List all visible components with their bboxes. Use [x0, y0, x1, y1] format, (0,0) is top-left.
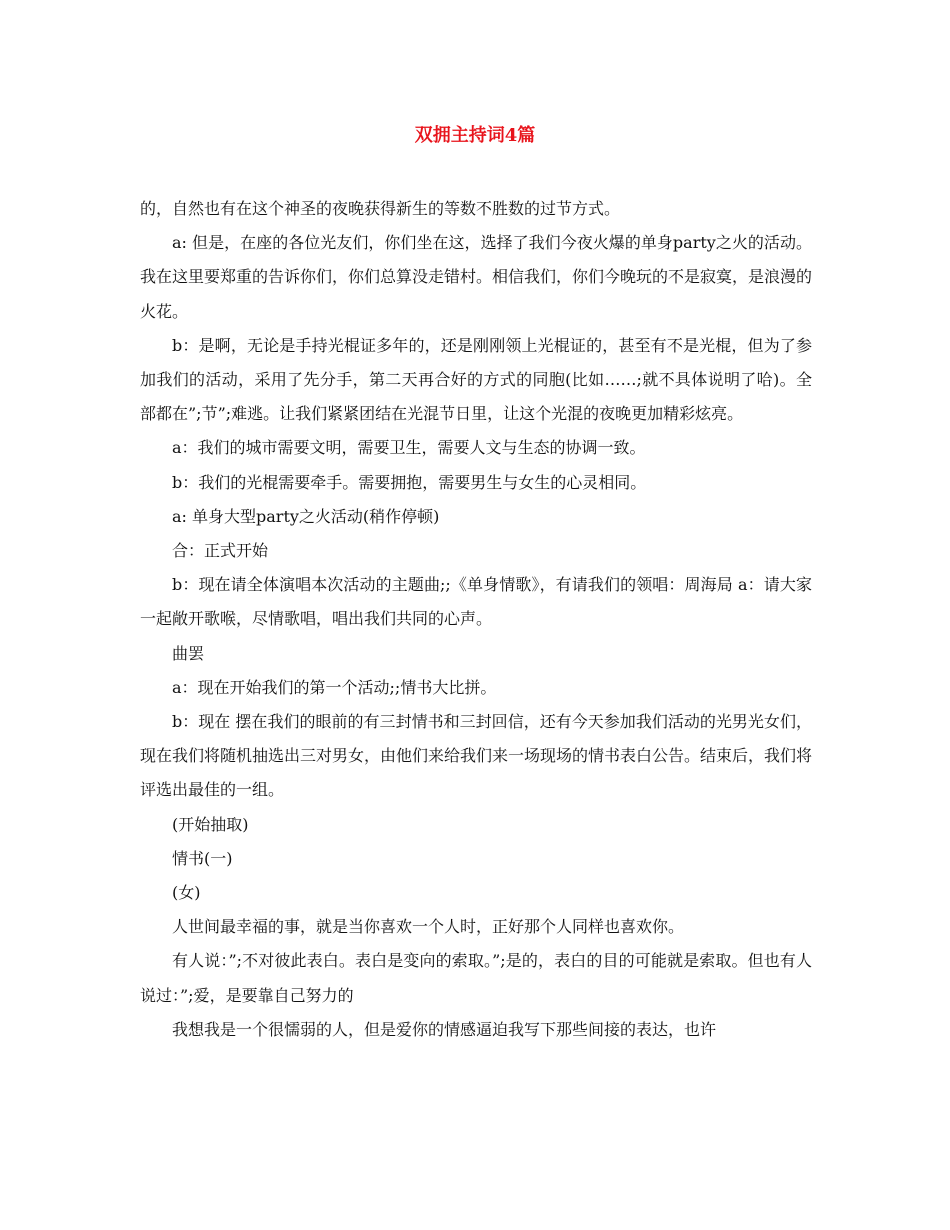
paragraph: a: 但是，在座的各位光友们，你们坐在这，选择了我们今夜火爆的单身party之火的活动。我在这里要郑重的告诉你们，你们总算没走错村。相信我们，你们今晚玩的不是寂寞，是浪漫的火花。: [140, 233, 813, 321]
document-body: [140, 192, 812, 1047]
paragraph: (女): [172, 883, 201, 903]
paragraph: b：现在 摆在我们的眼前的有三封情书和三封回信，还有今天参加我们活动的光男光女们，现在我们将随机抽选出三对男女，由他们来给我们来一场现场的情书表白公告。结束后，我们将评选出最佳的一组。: [140, 712, 813, 800]
paragraph: 曲罢: [172, 643, 205, 663]
paragraph: 有人说：”;不对彼此表白。表白是变向的索取。”;是的，表白的目的可能就是索取。但也有人说过：”;爱，是要靠自己努力的: [140, 951, 812, 1005]
paragraph: a：我们的城市需要文明，需要卫生，需要人文与生态的协调一致。: [172, 438, 646, 458]
paragraph: b：是啊，无论是手持光棍证多年的，还是刚刚领上光棍证的，甚至有不是光棍，但为了参加我们的活动，采用了先分手，第二天再合好的方式的同胞(比如……;就不具体说明了哈)。全部都在”;节”;难逃。让我们紧紧团结在光混节日里，让这个光混的夜晚更加精彩炫亮。: [140, 335, 812, 424]
paragraph: 合：正式开始: [172, 541, 269, 561]
document-title: 双拥主持词4篇: [414, 125, 536, 146]
paragraph: a: 单身大型party之火活动(稍作停顿): [172, 506, 440, 526]
paragraph: 的，自然也有在这个神圣的夜晚获得新生的等数不胜数的过节方式。: [140, 199, 621, 218]
paragraph: 我想我是一个很懦弱的人，但是爱你的情感逼迫我写下那些间接的表达，也许: [172, 1019, 717, 1039]
paragraph: b：现在请全体演唱本次活动的主题曲;;《单身情歌》，有请我们的领唱：周海局 a：请大家一起敞开歌喉，尽情歌唱，唱出我们共同的心声。: [140, 575, 812, 629]
paragraph: 情书(一): [172, 848, 233, 868]
paragraph: (开始抽取): [172, 814, 249, 834]
paragraph: b：我们的光棍需要牵手。需要拥抱，需要男生与女生的心灵相同。: [172, 472, 647, 492]
paragraph: a：现在开始我们的第一个活动;;情书大比拼。: [172, 677, 497, 697]
paragraph: 人世间最幸福的事，就是当你喜欢一个人时，正好那个人同样也喜欢你。: [172, 917, 685, 937]
